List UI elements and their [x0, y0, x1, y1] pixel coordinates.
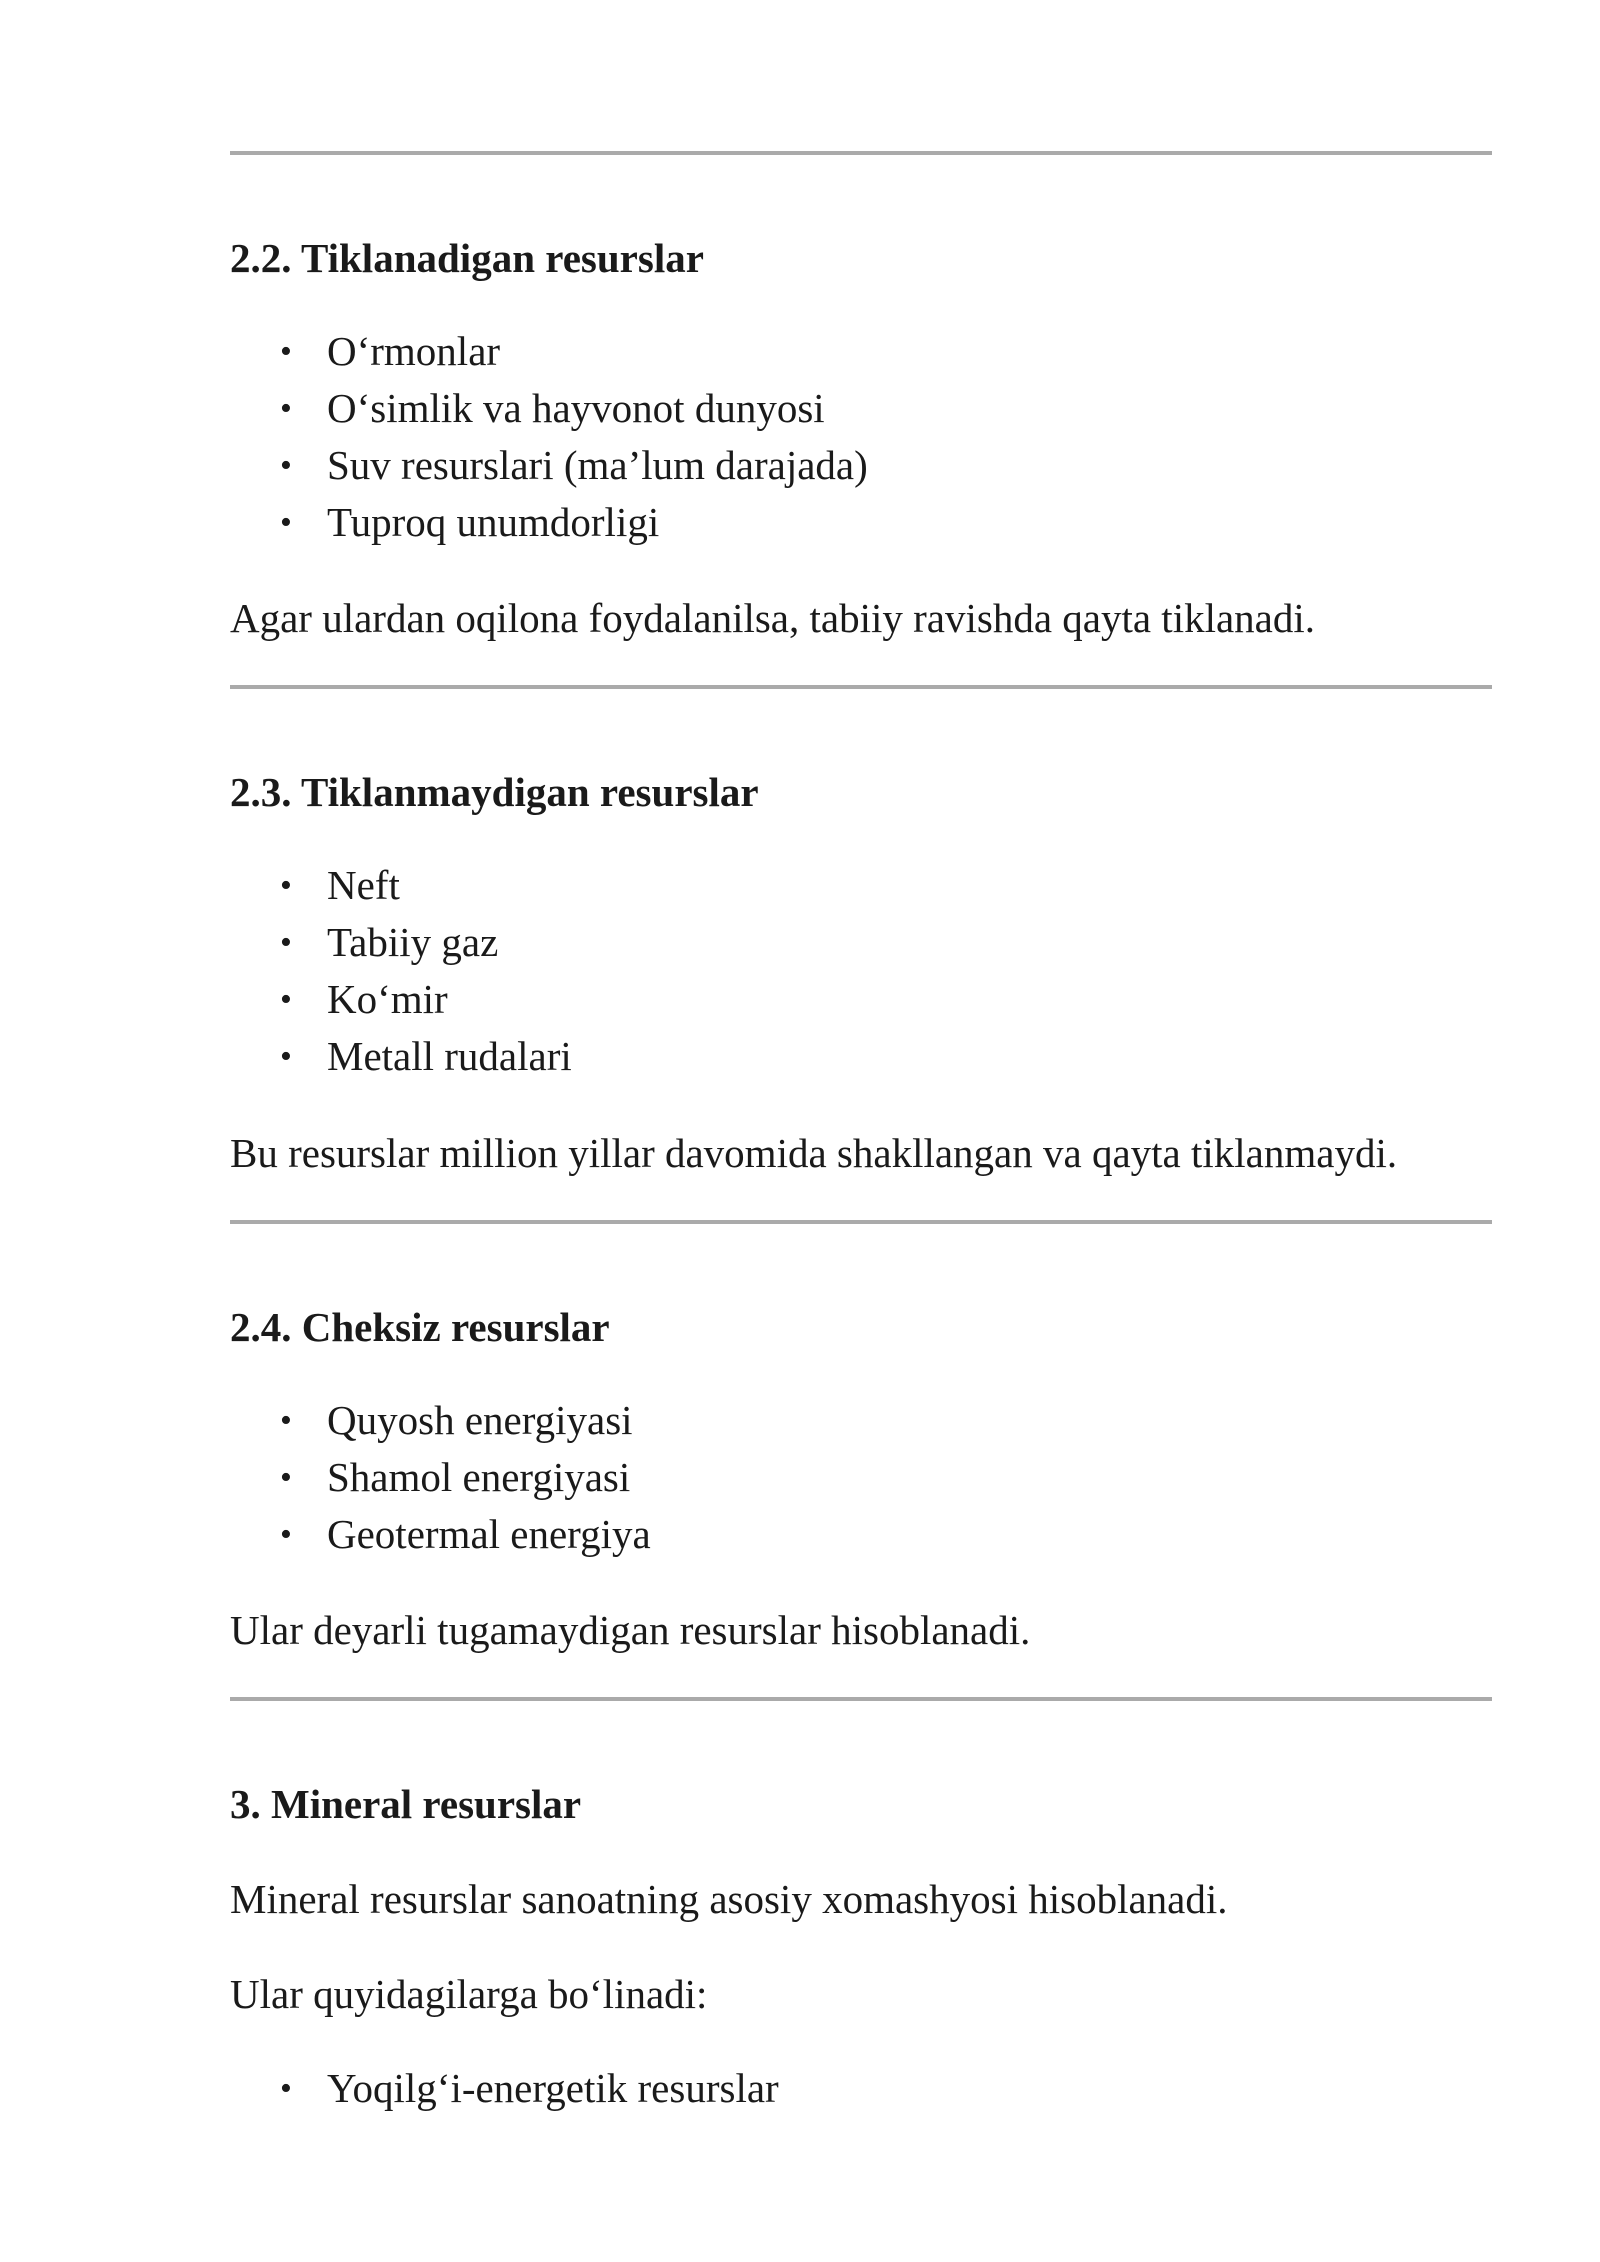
list-item: • Geotermal energiya: [230, 1506, 1492, 1563]
bullet-icon: •: [280, 1459, 292, 1496]
section-note: Bu resurslar million yillar davomida shakllangan va qayta tiklanmaydi.: [230, 1130, 1398, 1176]
list-item: • Suv resurslari (ma’lum darajada): [230, 437, 1492, 494]
section-lead: Ular quyidagilarga bo‘linadi:: [230, 1971, 708, 2017]
bullet-list: [230, 323, 1492, 551]
bullet-icon: •: [280, 447, 292, 484]
section-title: 2.2. Tiklanadigan resurslar: [230, 235, 704, 281]
bullet-icon: •: [280, 2070, 292, 2107]
bullet-icon: •: [280, 333, 292, 370]
bullet-list: [230, 2060, 1492, 2117]
list-item: • Ko‘mir: [230, 971, 1492, 1028]
list-item: • Yoqilg‘i-energetik resurslar: [230, 2060, 1492, 2117]
list-item: • Quyosh energiyasi: [230, 1392, 1492, 1449]
bullet-icon: •: [280, 390, 292, 427]
list-item: • Tuproq unumdorligi: [230, 494, 1492, 551]
section-note: Agar ulardan oqilona foydalanilsa, tabiiy ravishda qayta tiklanadi.: [230, 595, 1316, 641]
divider: [230, 1697, 1492, 1701]
list-item: • O‘simlik va hayvonot dunyosi: [230, 380, 1492, 437]
list-item: • Neft: [230, 857, 1492, 914]
bullet-icon: •: [280, 1402, 292, 1439]
list-item: • Metall rudalari: [230, 1028, 1492, 1085]
list-item: • Shamol energiyasi: [230, 1449, 1492, 1506]
bullet-icon: •: [280, 504, 292, 541]
section-intro: Mineral resurslar sanoatning asosiy xomashyosi hisoblanadi.: [230, 1876, 1228, 1922]
section-title: 3. Mineral resurslar: [230, 1781, 582, 1827]
bullet-icon: •: [280, 867, 292, 904]
bullet-list: [230, 1392, 1492, 1563]
section-title: 2.3. Tiklanmaydigan resurslar: [230, 769, 759, 815]
bullet-list: [230, 857, 1492, 1085]
divider: [230, 685, 1492, 689]
section-title: 2.4. Cheksiz resurslar: [230, 1304, 610, 1350]
divider: [230, 151, 1492, 155]
list-item: • Tabiiy gaz: [230, 914, 1492, 971]
divider: [230, 1220, 1492, 1224]
bullet-icon: •: [280, 981, 292, 1018]
bullet-icon: •: [280, 924, 292, 961]
list-item: • O‘rmonlar: [230, 323, 1492, 380]
section-note: Ular deyarli tugamaydigan resurslar hisoblanadi.: [230, 1607, 1031, 1653]
bullet-icon: •: [280, 1038, 292, 1075]
bullet-icon: •: [280, 1516, 292, 1553]
